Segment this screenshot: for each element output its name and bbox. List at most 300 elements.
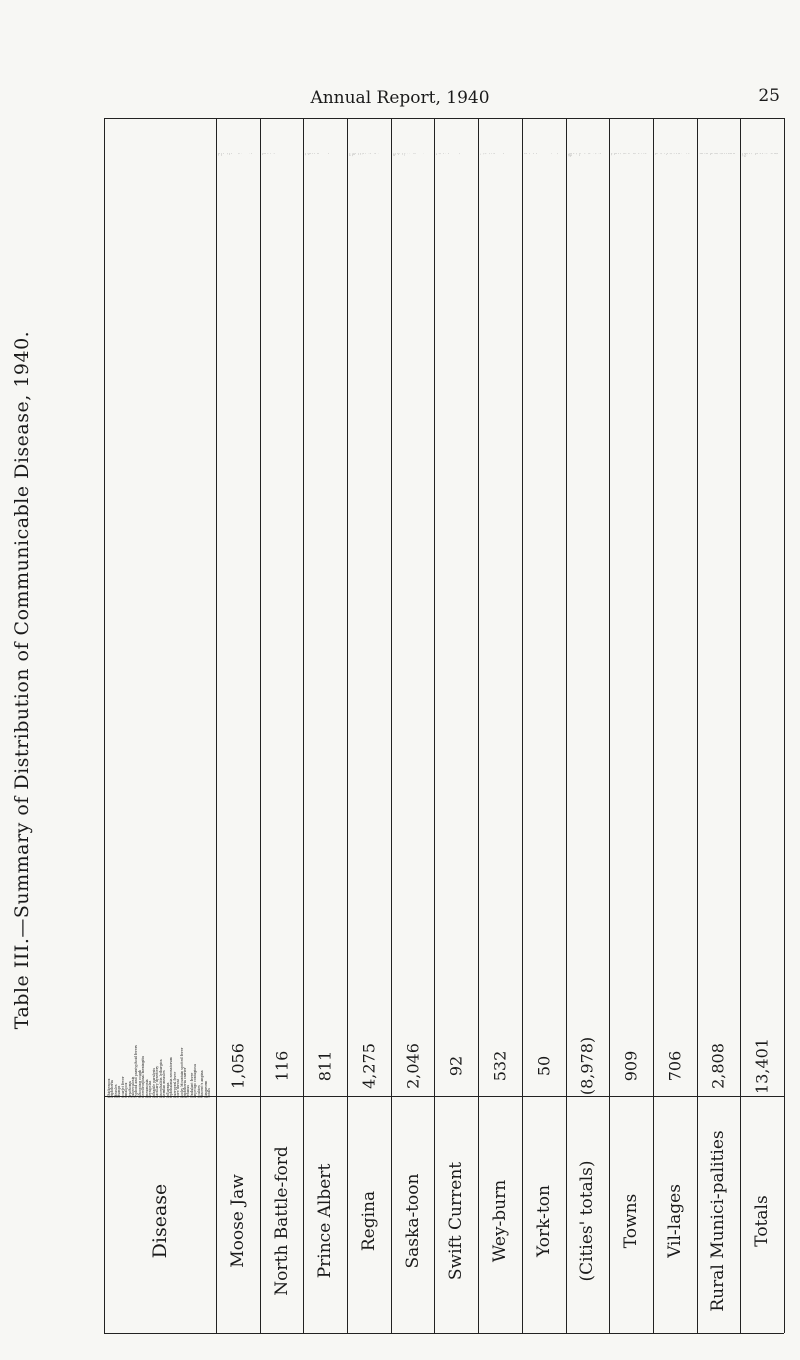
table-cell-value: 4 (440, 153, 442, 155)
table-cell-value: 6 (265, 153, 267, 155)
table-cell-value: 5 (731, 153, 733, 155)
table-cell (449, 128, 450, 1098)
table-cell-value: 3 (581, 153, 583, 155)
table-cell (705, 128, 710, 1098)
table-cell (252, 128, 253, 1098)
table-cell-value: 1 (764, 153, 766, 155)
table-cell-value: 1 (682, 153, 684, 155)
table-cell-value: 1 (627, 153, 629, 155)
table-cell-value: 7 (633, 153, 635, 155)
table-cell-value: 2 (552, 153, 554, 155)
table-cell-value: 2 (687, 153, 689, 155)
column-header-text: York-ton (533, 1184, 554, 1257)
column-total (697, 1038, 741, 1094)
table-cell-value: 5 (266, 153, 268, 155)
table-cell-value: 4 (486, 153, 488, 155)
table-cell (353, 128, 358, 1098)
table-title-text: Table III.—Summary of Distribution of Communicable Disease, 1940. (11, 330, 33, 1030)
table-cell-value: 634 (350, 153, 352, 156)
disease-name-text: Pneumonia (145, 1079, 150, 1098)
table-cell (588, 128, 593, 1098)
table-cell-value: 5 (774, 153, 776, 155)
table-cell-value: 4 (621, 153, 623, 155)
table-cell-value: 158 (612, 153, 614, 156)
column-header (434, 1108, 478, 1333)
table-cell-value: 9 (628, 153, 630, 155)
table-cell-value: 7 (734, 153, 736, 155)
table-cell (266, 128, 271, 1098)
table-cell (662, 128, 663, 1098)
column-total-value: 50 (534, 1055, 554, 1077)
table-cell (574, 128, 579, 1098)
table-cell (598, 128, 603, 1098)
table-cell-value: 5 (311, 153, 313, 155)
column-total-value: 811 (315, 1050, 335, 1082)
table-cell-value: 71 (667, 153, 669, 155)
table-cell (679, 128, 684, 1098)
table-cell (530, 128, 531, 1098)
column-header (347, 1108, 391, 1333)
table-cell-value: 6 (700, 153, 702, 155)
table-cell-value: 1 (639, 153, 641, 155)
disease-name-text: Puerperal fever (172, 1071, 177, 1098)
column-total (522, 1038, 566, 1094)
table-cell-value: 3 (400, 153, 402, 155)
table-cell-value: 1 (689, 153, 691, 155)
table-cell (242, 128, 243, 1098)
table-cell-value: 1 (487, 153, 489, 155)
table-cell-value: 3 (264, 153, 266, 155)
table-cell-value: 9 (772, 153, 774, 155)
table-cell (363, 128, 368, 1098)
table-cell-value: 2 (729, 153, 731, 155)
column-total-value: 4,275 (359, 1043, 379, 1089)
column-cities-totals (566, 118, 610, 1333)
table-cell-value: 3 (664, 153, 666, 155)
table-cell-value: 205 (219, 153, 221, 156)
table-cell-value: 1 (574, 153, 576, 155)
table-cell (407, 128, 412, 1098)
table-cell-value: 7 (537, 153, 539, 155)
column-total (391, 1038, 435, 1094)
column-rule (784, 118, 785, 1333)
table-cell-value: 9 (317, 153, 319, 155)
table-cell-value: 9 (220, 153, 222, 155)
table-cell (312, 128, 317, 1098)
table-cell-value: 2 (275, 153, 277, 155)
table-cell-value: 9 (724, 153, 726, 155)
table-cell-value: 3 (688, 153, 690, 155)
column-total-value: 706 (665, 1050, 685, 1082)
table-cell-value: 4 (524, 153, 526, 155)
table-cell (490, 128, 491, 1098)
table-cell-value: 2 (674, 153, 676, 155)
table-cell-value: 0 (527, 153, 529, 155)
table-cell-value: 1 (673, 153, 675, 155)
table-cell-value: 1 (446, 153, 448, 155)
table-cell-value: 1 (406, 153, 408, 155)
disease-name-text: Undulant fever (190, 1072, 195, 1098)
disease-name-text: Whooping cough (138, 1070, 143, 1098)
page-number: 25 (758, 86, 780, 106)
column-saskatoon (391, 118, 435, 1333)
table-cell-value: 24 (396, 153, 398, 155)
table-cell-value: 6 (443, 153, 445, 155)
column-total-value: 2,046 (403, 1043, 423, 1089)
table-cell-value: 7 (677, 153, 679, 155)
table-cell-value: 35 (361, 153, 363, 155)
column-header-text: Disease (149, 1183, 171, 1258)
table-cell-value: 3 (626, 153, 628, 155)
table-cell-value: 1 (370, 153, 372, 155)
table-cell-value: 19 (227, 153, 229, 155)
table-cell-value: 8 (763, 153, 765, 155)
table-cell-value: 4 (662, 153, 664, 155)
table-cell-value: 2 (493, 153, 495, 155)
table-cell-value: 53 (355, 153, 357, 155)
table-cell-value: 73 (308, 153, 310, 155)
table-cell-value: 2 (307, 153, 309, 155)
table-cell (586, 128, 587, 1098)
table-cell-value: 3 (366, 153, 368, 155)
table-cell-value: 4 (460, 153, 462, 155)
table-cell (655, 128, 660, 1098)
table-cell (312, 128, 317, 1098)
table-cell-value: 2 (773, 153, 775, 155)
table-cell-value: 0 (747, 153, 749, 155)
table-cell (397, 128, 402, 1098)
table-cell-value: 6 (319, 153, 321, 155)
running-header-text: Annual Report, 1940 (310, 88, 490, 108)
disease-name-text: Bacillary dysentery (155, 1065, 160, 1098)
table-cell-value: 224 (405, 153, 407, 156)
table-cell-value: 1 (274, 153, 276, 155)
table-cell-value: 4 (239, 153, 241, 155)
table-cell-value: 2 (721, 153, 723, 155)
table-cell-value: 69 (755, 153, 757, 155)
table-cell-value: 7 (356, 153, 358, 155)
table-cell-value: 1 (591, 153, 593, 155)
disease-name-text: Trachoma (127, 1081, 132, 1098)
table-cell (778, 128, 779, 1098)
table-cell-value: 1 (250, 153, 252, 155)
table-cell-value: 4 (489, 153, 491, 155)
column-rural (697, 118, 741, 1333)
table-cell (765, 128, 770, 1098)
disease-name-text: Rocky Mountain spotted fever (179, 1047, 184, 1098)
table-cell (749, 128, 754, 1098)
column-header (566, 1108, 610, 1333)
table-cell (618, 128, 623, 1098)
table-cell-value: 6 (251, 153, 253, 155)
table-cell-value: 83 (398, 153, 400, 155)
table-cell-value: 4 (441, 153, 443, 155)
disease-name-text: Influenza (165, 1082, 170, 1098)
table-cell (760, 128, 765, 1098)
column-total-value: 2,808 (708, 1043, 728, 1089)
table-cell-value: 5 (376, 153, 378, 155)
table-cell-value: 6 (315, 153, 317, 155)
table-cell (679, 128, 684, 1098)
table-cell-value: 1,370 (743, 153, 745, 157)
column-header-text: Vil-lages (664, 1183, 685, 1258)
table-cell-value: 1,344 (569, 153, 571, 157)
table-cell-value: 1 (600, 153, 602, 155)
disease-name-text: Diphtheria (110, 1080, 115, 1098)
table-cell (232, 128, 233, 1098)
column-header (522, 1108, 566, 1333)
table-cell-value: 0 (703, 153, 705, 155)
table-cell-value: 1 (269, 153, 271, 155)
table-cell-value: 1 (765, 153, 767, 155)
column-header-text: Rural Munici-palities (708, 1129, 729, 1312)
column-header (653, 1108, 697, 1333)
table-cell (227, 128, 232, 1098)
table-cell-value: 3 (492, 153, 494, 155)
table-cell-value: 0 (708, 153, 710, 155)
table-cell-value: 4 (529, 153, 531, 155)
table-cell-value: 211 (351, 153, 353, 156)
column-header-text: (Cities' totals) (577, 1159, 598, 1282)
table-cell-value: 1 (647, 153, 649, 155)
table-cell-value: 5 (732, 153, 734, 155)
column-header-text: Prince Albert (315, 1163, 336, 1278)
table-cell-value: 72 (437, 153, 439, 155)
table-cell-value: 1 (705, 153, 707, 155)
column-header-text: Moose Jaw (227, 1173, 248, 1268)
table-cell-value: 1 (484, 153, 486, 155)
disease-name-text: Ophthalmia neonatorum (169, 1057, 174, 1098)
disease-name-text: Cerebrospinal meningitis (141, 1055, 146, 1098)
table-cell-value: 2 (416, 153, 418, 155)
table-cell (504, 128, 505, 1098)
table-cell-value: 7 (573, 153, 575, 155)
column-total (434, 1038, 478, 1094)
table-cell-value: 1 (598, 153, 600, 155)
table-cell (407, 128, 412, 1098)
column-header-text: Regina (358, 1190, 379, 1251)
table-cell-value: 2 (526, 153, 528, 155)
table-cell-value: 1 (613, 153, 615, 155)
column-total-value: 116 (272, 1050, 292, 1082)
column-header (740, 1108, 784, 1333)
table-cell-value: 13 (362, 153, 364, 155)
column-header-text: North Battle-ford (271, 1145, 292, 1296)
table-cell-value: 2 (240, 153, 242, 155)
table-cell-value: 1962 (352, 153, 354, 157)
column-header (609, 1108, 653, 1333)
table-cell-value: 6 (495, 153, 497, 155)
column-header-text: Towns (621, 1193, 642, 1248)
table-cell (552, 128, 553, 1098)
disease-name-text: Measles (113, 1084, 118, 1098)
table-cell-value: 5 (760, 153, 762, 155)
disease-name-text: Mumps (117, 1085, 122, 1098)
table-cell-value: 4 (718, 153, 720, 155)
disease-name-text: Erysipelas (148, 1080, 153, 1098)
column-total-value: 1,056 (228, 1043, 248, 1089)
table-cell-value: 1 (768, 153, 770, 155)
table-cell (492, 128, 497, 1098)
column-header (478, 1108, 522, 1333)
table-cell-value: 4 (588, 153, 590, 155)
table-cell-value: 699 (221, 153, 223, 156)
column-total-value: 909 (621, 1050, 641, 1082)
table-cell-value: 8 (712, 153, 714, 155)
table-cell-value: 1 (644, 153, 646, 155)
table-cell (271, 128, 272, 1098)
table-cell (368, 128, 373, 1098)
table-cell-value: 4 (557, 153, 559, 155)
table-cell-value: 4 (596, 153, 598, 155)
table-cell (402, 128, 407, 1098)
disease-name-text: Encephalitis lethargica (158, 1059, 163, 1098)
table-cell (275, 128, 276, 1098)
table-cell-value: 4 (678, 153, 680, 155)
table-cell-value: 0 (646, 153, 648, 155)
table-cell-value: 7 (224, 153, 226, 155)
table-cell-value: 3 (271, 153, 273, 155)
table-cell-value: 4 (623, 153, 625, 155)
table-cell-value: 7 (758, 153, 760, 155)
table-cell (664, 128, 669, 1098)
table-cell-value: 1,371 (568, 153, 570, 157)
disease-name-text: Scarlet fever (120, 1076, 125, 1098)
table-cell-value: 463 (393, 153, 395, 156)
table-cell-value: 1 (719, 153, 721, 155)
column-total (740, 1038, 784, 1094)
table-cell-value: 1 (407, 153, 409, 155)
table-cell-value: 7 (679, 153, 681, 155)
table-cell-value: 9 (448, 153, 450, 155)
table-cell-value: 74 (710, 153, 712, 155)
table-cell (639, 128, 644, 1098)
table-cell-value: 8 (702, 153, 704, 155)
table-cell-value: 7 (749, 153, 751, 155)
table-title (4, 240, 40, 1120)
table-cell (558, 128, 559, 1098)
table-cell (724, 128, 729, 1098)
table-cell-value: 5 (618, 153, 620, 155)
table-cell-value: 180 (306, 153, 308, 156)
table-cell-value: 1 (759, 153, 761, 155)
table-cell (633, 128, 638, 1098)
table-cell (358, 128, 363, 1098)
table-cell (424, 128, 425, 1098)
disease-name (209, 128, 212, 1098)
table-cell-value: 2 (661, 153, 663, 155)
disease-name-text: Infantile paralysis (151, 1068, 156, 1098)
table-cell (460, 128, 461, 1098)
table-cell-value: 7 (371, 153, 373, 155)
table-cell-value: 5 (717, 153, 719, 155)
table-cell (363, 128, 368, 1098)
table-cell-value: 34 (358, 153, 360, 155)
column-total-value: 13,401 (752, 1038, 772, 1094)
table-cell (524, 128, 529, 1098)
disease-name-text: Scabies (197, 1085, 202, 1098)
column-yorkton (522, 118, 566, 1333)
table-cell-value: 0 (727, 153, 729, 155)
running-header (0, 88, 800, 108)
table-cell (618, 128, 623, 1098)
column-header-text: Wey-burn (489, 1179, 510, 1262)
disease-name-text: Diphtheria carrier (183, 1067, 188, 1098)
table-cell-value: 831 (395, 153, 397, 156)
table-cell-value: 8 (728, 153, 730, 155)
table-cell-value: 2 (713, 153, 715, 155)
table-cell-value: 5 (363, 153, 365, 155)
table-cell-value: 8 (776, 153, 778, 155)
table-cell-value: 64 (262, 153, 264, 155)
table-cell-value: 7 (778, 153, 780, 155)
table-cell (674, 128, 679, 1098)
table-cell-value: 1 (593, 153, 595, 155)
column-towns (609, 118, 653, 1333)
table-cell (376, 128, 377, 1098)
column-header (216, 1108, 260, 1333)
table-cell-value: 4 (722, 153, 724, 155)
table-cell (644, 128, 649, 1098)
column-total (347, 1038, 391, 1094)
table-cell-value: 3 (636, 153, 638, 155)
disease-name-text: Vincent's angina (200, 1070, 205, 1098)
column-moose-jaw (216, 118, 260, 1333)
column-header-text: Swift Current (446, 1161, 467, 1280)
column-header-text: Saska-toon (402, 1173, 423, 1268)
table-cell-value: 96 (353, 153, 355, 155)
column-header (260, 1108, 304, 1333)
table-cell-value: 36 (655, 153, 657, 155)
table-cell-value: 2 (767, 153, 769, 155)
column-total (478, 1038, 522, 1094)
table-cell-value: 1 (771, 153, 773, 155)
table-cell (537, 128, 538, 1098)
table-bottom-rule (104, 1333, 784, 1334)
column-total (566, 1038, 610, 1094)
table-cell-value: 4 (672, 153, 674, 155)
column-header-disease (104, 1108, 216, 1333)
column-total (216, 1038, 260, 1094)
table-cell-value: 1 (423, 153, 425, 155)
table-cell-value: 15 (310, 153, 312, 155)
column-swift-current (434, 118, 478, 1333)
column-header (391, 1108, 435, 1333)
table-cell-value: 13 (483, 153, 485, 155)
disease-name-text: Totals (207, 1088, 212, 1098)
table-cell-value: 0 (503, 153, 505, 155)
distribution-table (104, 118, 784, 1333)
table-cell-value: 1 (586, 153, 588, 155)
table-cell (443, 128, 448, 1098)
column-regina (347, 118, 391, 1333)
disease-column (104, 118, 216, 1333)
table-cell-value: 8 (668, 153, 670, 155)
table-cell (735, 128, 736, 1098)
table-cell-value: 936 (579, 153, 581, 156)
column-total-value: 532 (490, 1050, 510, 1082)
disease-name-text: Ringworm (203, 1080, 208, 1098)
table-cell-value: 1 (597, 153, 599, 155)
table-cell-value: 1 (379, 153, 381, 155)
column-header-text: Totals (752, 1194, 773, 1247)
disease-name-text: Chickenpox (106, 1078, 111, 1098)
disease-name-text: Tuberculosis (131, 1076, 136, 1098)
column-prince-albert (303, 118, 347, 1333)
table-cell-value: 1 (241, 153, 243, 155)
table-cell-value: 0 (733, 153, 735, 155)
table-cell (534, 128, 535, 1098)
